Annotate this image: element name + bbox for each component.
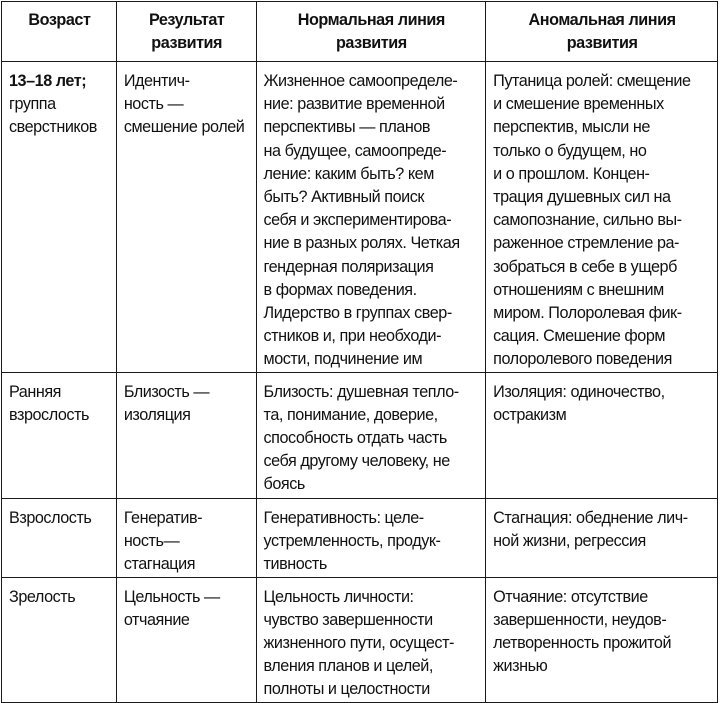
cell-normal (256, 62, 486, 373)
cell-line: гендерная поляризация (263, 257, 434, 276)
cell-line: жизненного пути, осущест- (263, 634, 454, 653)
cell-line: изоляция (123, 405, 191, 424)
cell-line: отчаяние (123, 610, 190, 629)
cell-line: сверстников (9, 118, 97, 137)
cell-line: ление: каким быть? кем (263, 164, 434, 183)
cell-line: перспективы — планов (263, 118, 431, 137)
header-age (2, 2, 117, 62)
cell-line: отношениям с внешним (493, 280, 664, 299)
cell-line: Идентич- (123, 72, 190, 90)
cell-line: жизнью (493, 657, 548, 676)
cell-line: ние в разных ролях. Четкая (263, 234, 460, 253)
cell-line: чувство завершенности (263, 610, 433, 629)
header-normal-line-text: развития (335, 34, 407, 52)
development-table (1, 1, 718, 703)
cell-line: трация душевных сил на (493, 188, 671, 207)
cell-line: Зрелость (9, 587, 76, 606)
cell-line: Генератив- (123, 508, 203, 527)
header-result-line: Результат (148, 11, 225, 29)
cell-line: перспектив, мысли не (493, 118, 650, 137)
cell-line: только о будущем, но (493, 141, 647, 160)
cell-line: Ранняя (9, 382, 61, 401)
cell-line: вления планов и целей, (263, 657, 433, 676)
cell-line: мости, подчинение им (263, 350, 423, 369)
cell-line: и о прошлом. Концен- (493, 164, 650, 183)
cell-line: быть? Активный поиск (263, 188, 425, 207)
header-normal-line (256, 2, 486, 62)
table-row (2, 62, 718, 373)
cell-line: Близость: душевная тепло- (263, 382, 459, 401)
cell-line: в формах поведения. (263, 280, 417, 299)
cell-age (2, 62, 117, 373)
cell-line: ность — (123, 95, 184, 114)
cell-line: полноты и целостности (263, 680, 430, 699)
cell-line: стников и, при необходи- (263, 327, 442, 346)
cell-line: группа (9, 95, 56, 114)
cell-abnormal (486, 498, 718, 577)
cell-line: Взрослость (9, 508, 92, 527)
cell-result (116, 498, 256, 577)
cell-line: взрослость (9, 405, 90, 424)
cell-line: Жизненное самоопределе- (263, 72, 458, 90)
cell-line: раженное стремление ра- (493, 234, 679, 253)
cell-line: та, понимание, доверие, (263, 405, 438, 424)
cell-line: и смешение временных (493, 95, 664, 114)
cell-result (116, 62, 256, 373)
cell-line: боясь (263, 475, 305, 494)
header-row (2, 2, 718, 62)
cell-line: стагнация (123, 555, 196, 574)
cell-result (116, 577, 256, 702)
cell-line: Отчаяние: отсутствие (493, 587, 648, 606)
cell-age (2, 577, 117, 702)
cell-line: Генеративность: целе- (263, 508, 424, 527)
cell-line: тивность (263, 555, 327, 574)
cell-age (2, 498, 117, 577)
header-result-line: развития (151, 34, 223, 52)
header-normal-line-text: Нормальная линия (297, 11, 445, 29)
header-age-line: Возраст (28, 11, 91, 29)
cell-line: себя другому человеку, не (263, 452, 450, 471)
table-row (2, 577, 718, 702)
cell-line: остракизм (493, 405, 567, 424)
cell-line: ность— (123, 531, 180, 550)
cell-normal (256, 498, 486, 577)
cell-line: самопознание, сильно вы- (493, 211, 682, 230)
cell-line: смешение ролей (123, 118, 245, 137)
header-abnormal-line (486, 2, 718, 62)
header-abnormal-line-text: Аномальная линия (528, 11, 676, 29)
cell-line: Цельность личности: (263, 587, 414, 606)
cell-result (116, 372, 256, 498)
cell-line: Путаница ролей: смещение (493, 72, 691, 90)
cell-line: Изоляция: одиночество, (493, 382, 665, 401)
cell-normal (256, 577, 486, 702)
header-result (116, 2, 256, 62)
cell-line: способность отдать часть (263, 429, 447, 448)
cell-line: Стагнация: обеднение лич- (493, 508, 688, 527)
table-row (2, 372, 718, 498)
cell-line: Лидерство в группах свер- (263, 304, 452, 323)
cell-line: зобраться в себе в ущерб (493, 257, 677, 276)
cell-line: ной жизни, регрессия (493, 531, 646, 550)
cell-abnormal (486, 62, 718, 373)
cell-line: полоролевого поведения (493, 350, 672, 369)
age-range: 13–18 лет; (9, 72, 87, 90)
cell-abnormal (486, 372, 718, 498)
cell-line: летворенность прожитой (493, 634, 672, 653)
cell-line: миром. Полоролевая фик- (493, 304, 682, 323)
cell-normal (256, 372, 486, 498)
cell-abnormal (486, 577, 718, 702)
cell-line: Цельность — (123, 587, 220, 606)
cell-line: сация. Смешение форм (493, 327, 666, 346)
header-abnormal-line-text: развития (566, 34, 638, 52)
cell-line: ние: развитие временной (263, 95, 445, 114)
cell-line: завершенности, неудов- (493, 610, 667, 629)
cell-line: себя и экспериментирова- (263, 211, 452, 230)
cell-line: на будущее, самоопреде- (263, 141, 447, 160)
cell-line: устремленность, продук- (263, 531, 441, 550)
cell-line: Близость — (123, 382, 210, 401)
cell-age (2, 372, 117, 498)
table-row (2, 498, 718, 577)
